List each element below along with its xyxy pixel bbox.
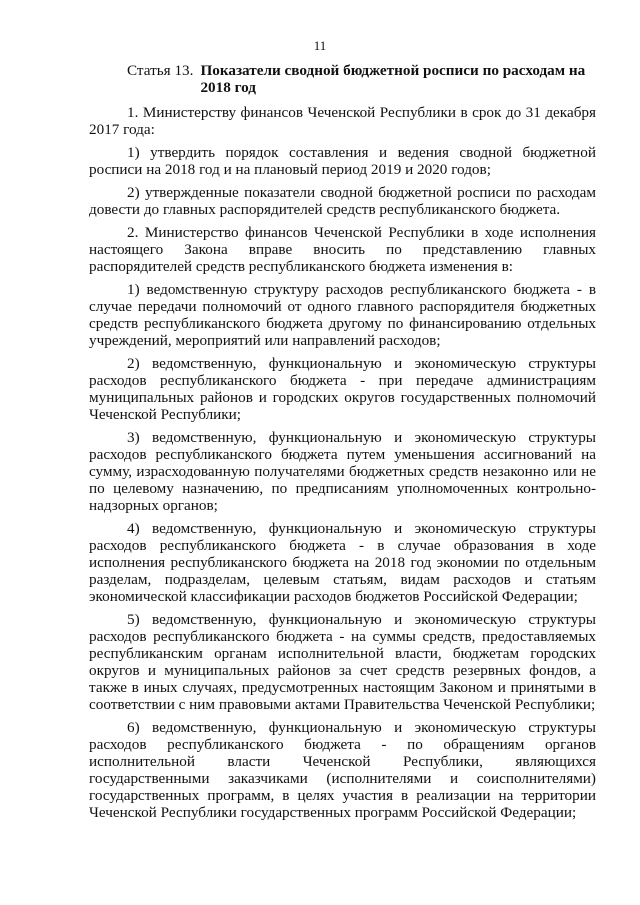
paragraph-2: 2. Министерство финансов Чеченской Республики в ходе исполнения настоящего Закона вправе вносить по представлению главных распорядителей средств республиканского бюджета изменения в:	[89, 224, 596, 275]
paragraph-2-item-3: 3) ведомственную, функциональную и экономическую структуры расходов республиканского бюджета путем уменьшения ассигнований на сумму, израсходованную получателями бюджетных средств незаконно или не по целевому назначению, по предписаниям уполномоченных контрольно-надзорных органов;	[89, 429, 596, 514]
paragraph-2-item-2: 2) ведомственную, функциональную и экономическую структуры расходов республиканского бюджета - при передаче администрациям муниципальных районов и городских округов государственных полномочий Чеченской Республики;	[89, 355, 596, 423]
document-body	[89, 62, 596, 827]
article-label: Статья 13.	[127, 62, 194, 79]
paragraph-1-item-1: 1) утвердить порядок составления и ведения сводной бюджетной росписи на 2018 год и на плановый период 2019 и 2020 годов;	[89, 144, 596, 178]
paragraph-2-item-4: 4) ведомственную, функциональную и экономическую структуры расходов республиканского бюджета - в случае образования в ходе исполнения республиканского бюджета на 2018 год экономии по отдельным разделам, подразделам, целевым статьям, видам расходов и статьям экономической классификации расходов бюджетов Российской Федерации;	[89, 520, 596, 605]
paragraph-2-item-6: 6) ведомственную, функциональную и экономическую структуры расходов республиканского бюджета - по обращениям органов исполнительной власти Чеченской Республики, являющихся государственными заказчиками (исполнителями и соисполнителями) государственных программ, в целях участия в реализации на территории Чеченской Республики государственных программ Российской Федерации;	[89, 719, 596, 821]
page-number: 11	[313, 38, 327, 53]
article-heading	[89, 62, 596, 96]
paragraph-1: 1. Министерству финансов Чеченской Республики в срок до 31 декабря 2017 года:	[89, 104, 596, 138]
article-title: Показатели сводной бюджетной росписи по расходам на 2018 год	[200, 62, 586, 96]
paragraph-2-item-1: 1) ведомственную структуру расходов республиканского бюджета - в случае передачи полномочий от одного главного распорядителя бюджетных средств республиканского бюджета другому по финансированию отдельных учреждений, мероприятий или направлений расходов;	[89, 281, 596, 349]
paragraph-2-item-5: 5) ведомственную, функциональную и экономическую структуры расходов республиканского бюджета - на суммы средств, предоставляемых республиканским органам исполнительной власти, бюджетам городских округов и муниципальных районов за счет средств резервных фондов, а также в иных случаях, предусмотренных настоящим Законом и принятыми в соответствии с ним правовыми актами Правительства Чеченской Республики;	[89, 611, 596, 713]
paragraph-1-item-2: 2) утвержденные показатели сводной бюджетной росписи по расходам довести до главных распорядителей средств республиканского бюджета.	[89, 184, 596, 218]
